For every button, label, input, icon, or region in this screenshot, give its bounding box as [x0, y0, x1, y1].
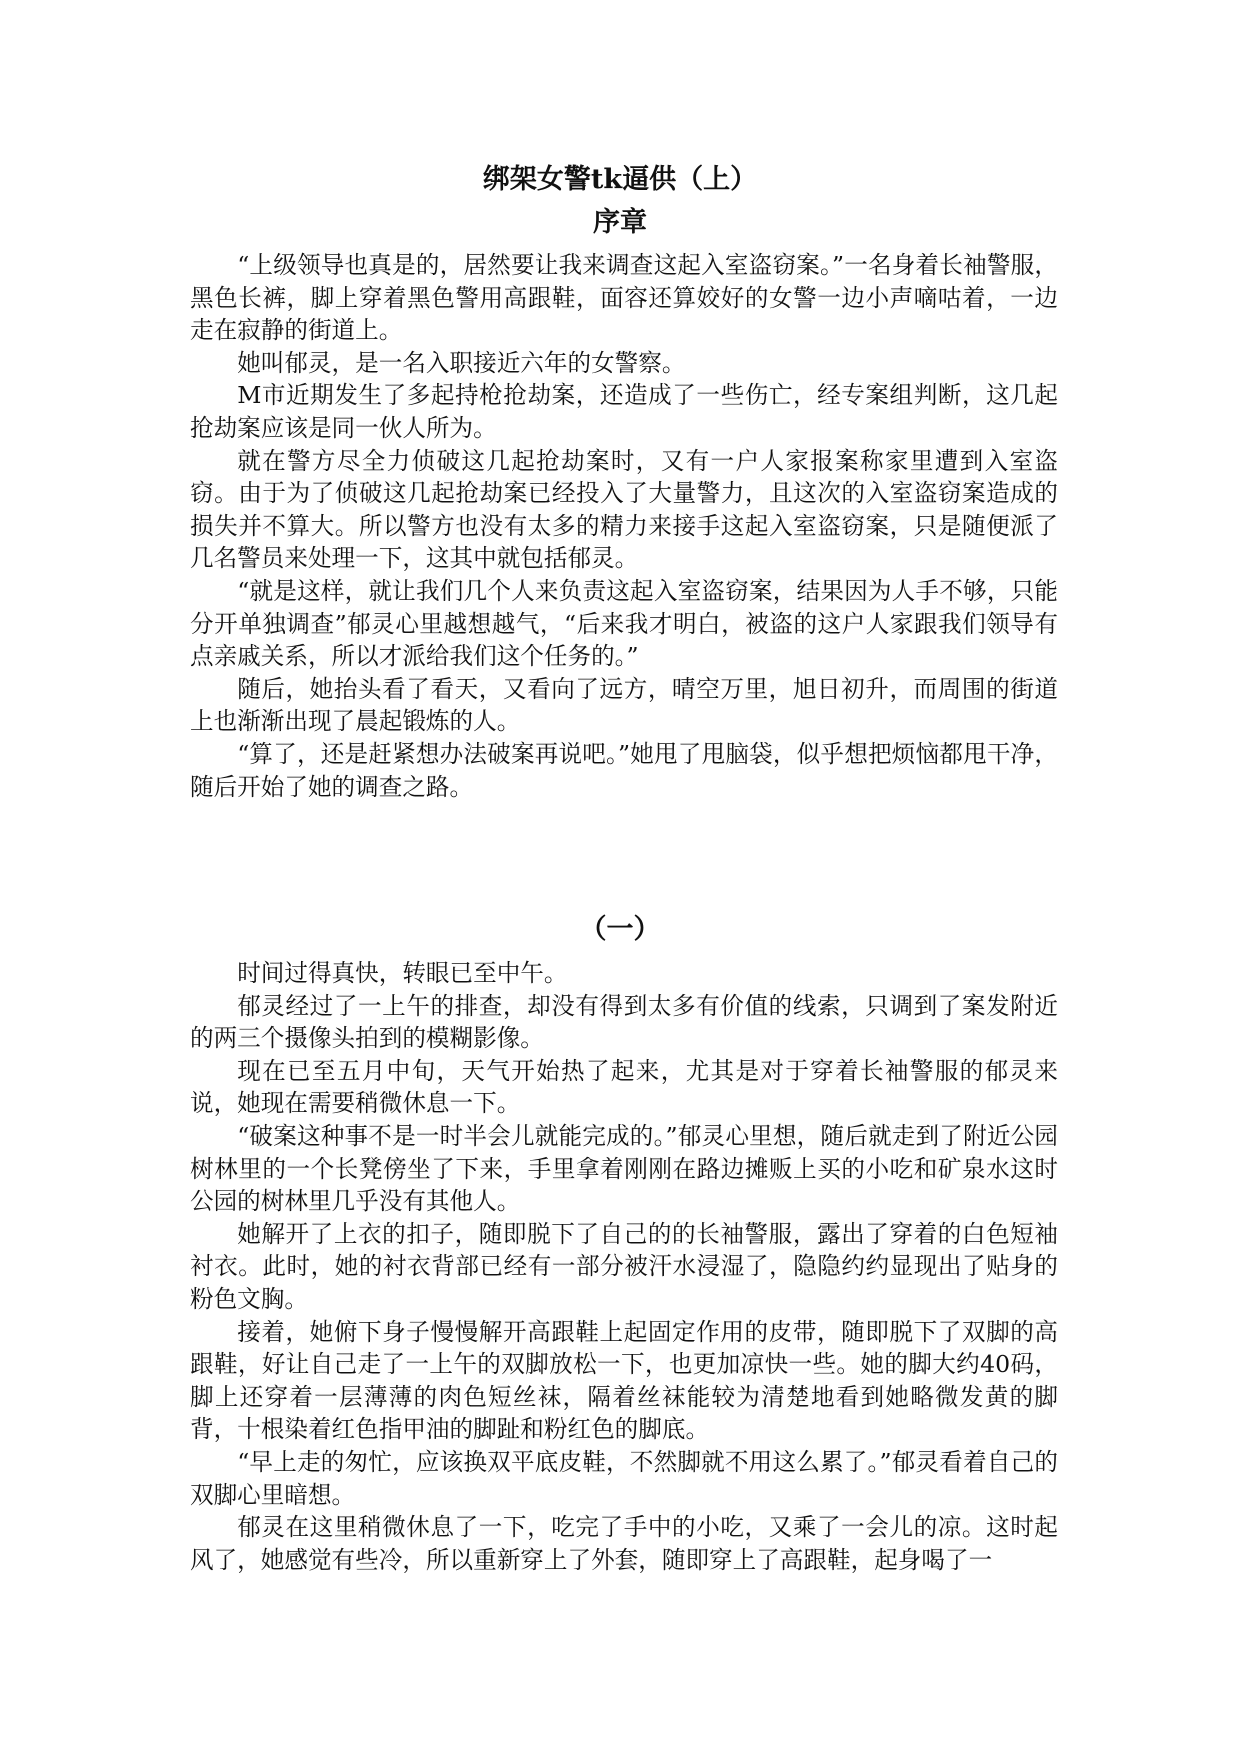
- paragraph: 现在已至五月中旬，天气开始热了起来，尤其是对于穿着长袖警服的郁灵来说，她现在需要稍微休息一下。: [190, 1056, 1058, 1118]
- chapter-1-heading: （一）: [579, 914, 661, 945]
- paragraph: 接着，她俯下身子慢慢解开高跟鞋上起固定作用的皮带，随即脱下了双脚的高跟鞋，好让自己走了一上午的双脚放松一下，也更加凉快一些。她的脚大约40码，脚上还穿着一层薄薄的肉色短丝袜，隔着丝袜能较为清楚地看到她略微发黄的脚背，十根染着红色指甲油的脚趾和粉红色的脚底。: [190, 1317, 1058, 1444]
- paragraph: 她叫郁灵，是一名入职接近六年的女警察。: [237, 348, 686, 377]
- prologue-heading: 序章: [593, 207, 647, 238]
- paragraph: “算了，还是赶紧想办法破案再说吧。”她甩了甩脑袋，似乎想把烦恼都甩干净，随后开始了她的调查之路。: [190, 739, 1058, 801]
- paragraph: 就在警方尽全力侦破这几起抢劫案时，又有一户人家报案称家里遭到入室盗窃。由于为了侦破这几起抢劫案已经投入了大量警力，且这次的入室盗窃案造成的损失并不算大。所以警方也没有太多的精力来接手这起入室盗窃案，只是随便派了几名警员来处理一下，这其中就包括郁灵。: [190, 446, 1058, 573]
- document-title: 绑架女警tk逼供（上）: [482, 164, 758, 195]
- paragraph: 随后，她抬头看了看天，又看向了远方，晴空万里，旭日初升，而周围的街道上也渐渐出现了晨起锻炼的人。: [190, 674, 1058, 736]
- chapter-1-body: [190, 957, 1058, 1576]
- paragraph: “破案这种事不是一时半会儿就能完成的。”郁灵心里想，随后就走到了附近公园树林里的一个长凳傍坐了下来，手里拿着刚刚在路边摊贩上买的小吃和矿泉水这时公园的树林里几乎没有其他人。: [190, 1121, 1058, 1216]
- paragraph: 她解开了上衣的扣子，随即脱下了自己的的长袖警服，露出了穿着的白色短袖衬衣。此时，她的衬衣背部已经有一部分被汗水浸湿了，隐隐约约显现出了贴身的粉色文胸。: [190, 1219, 1058, 1313]
- paragraph: “早上走的匆忙，应该换双平底皮鞋，不然脚就不用这么累了。”郁灵看着自己的双脚心里暗想。: [190, 1447, 1058, 1509]
- paragraph: M市近期发生了多起持枪抢劫案，还造成了一些伤亡，经专案组判断，这几起抢劫案应该是同一伙人所为。: [190, 381, 1058, 442]
- paragraph: 时间过得真快，转眼已至中午。: [237, 959, 568, 987]
- prologue-body: [190, 249, 1058, 803]
- paragraph: 郁灵经过了一上午的排查，却没有得到太多有价值的线索，只调到了案发附近的两三个摄像头拍到的模糊影像。: [190, 991, 1058, 1053]
- paragraph: 郁灵在这里稍微休息了一下，吃完了手中的小吃，又乘了一会儿的凉。这时起风了，她感觉有些冷，所以重新穿上了外套，随即穿上了高跟鞋，起身喝了一: [190, 1513, 1058, 1574]
- paragraph: “上级领导也真是的，居然要让我来调查这起入室盗窃案。”一名身着长袖警服，黑色长裤，脚上穿着黑色警用高跟鞋，面容还算姣好的女警一边小声嘀咕着，一边走在寂静的街道上。: [190, 251, 1058, 345]
- paragraph: “就是这样，就让我们几个人来负责这起入室盗窃案，结果因为人手不够，只能分开单独调查”郁灵心里越想越气，“后来我才明白，被盗的这户人家跟我们领导有点亲戚关系，所以才派给我们这个任务的。”: [190, 576, 1058, 671]
